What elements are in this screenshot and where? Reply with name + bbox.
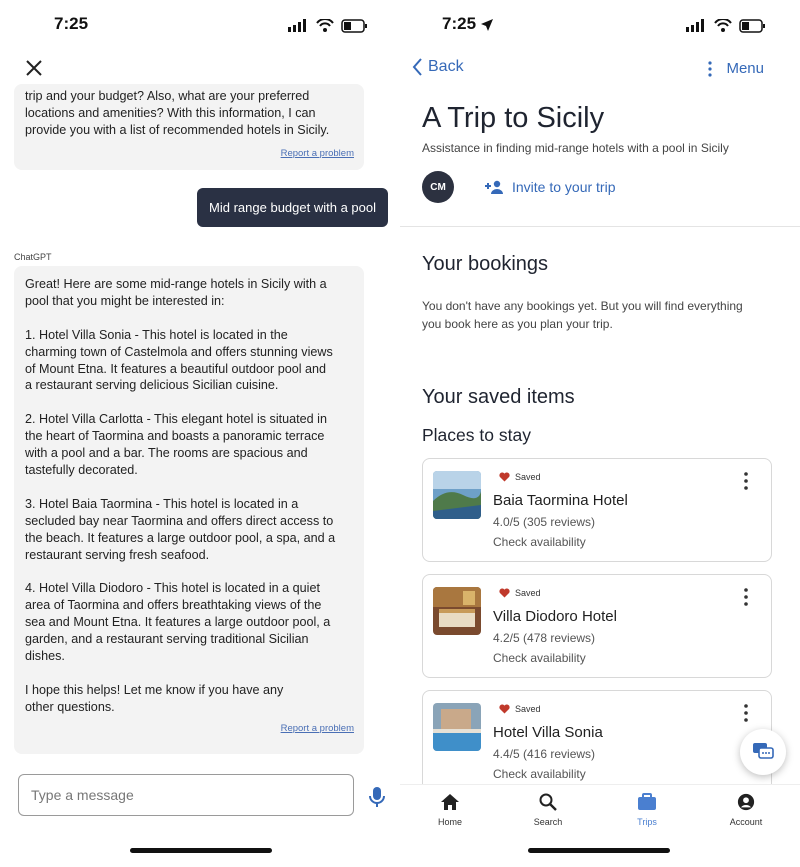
status-time: 7:25	[442, 14, 477, 33]
hotel-photo	[433, 471, 481, 519]
saved-badge[interactable]	[499, 588, 541, 598]
reply-text: Great! Here are some mid-range hotels in Sicily with a pool that you might be interested in: 1. Hotel Villa Sonia - This hotel is located in the charming town of Castelmola and offers stunning views of Mount Etna. It features a beautiful outdoor pool and a restaurant serving delicious Sicilian cuisine. 2. Hotel Villa Carlotta - This elegant hotel is situated in the heart of Taormina and boasts a panoramic terrace with a pool and a bar. The rooms are spacious and tastefully decorated. 3. Hotel Baia Taormina - This hotel is located in a secluded bay near Taormina and offers direct access to the beach. It features a large outdoor pool, a spa, and a restaurant serving fresh seafood. 4. Hotel Villa Diodoro - This hotel is located in a quiet area of Taormina and offers breathtaking views of the sea and Mount Etna. It features a large outdoor pool, a garden, and a restaurant serving traditional Sicilian dishes. I hope this helps! Let me know if you have any other questions.	[25, 277, 336, 714]
page-title: A Trip to Sicily	[422, 102, 605, 134]
places-heading: Places to stay	[422, 425, 531, 445]
hotel-card[interactable]	[422, 574, 772, 678]
briefcase-icon	[637, 793, 657, 811]
user-message: Mid range budget with a pool	[197, 188, 388, 227]
hotel-name: Baia Taormina Hotel	[493, 492, 628, 509]
saved-items-heading: Your saved items	[422, 386, 575, 408]
bookings-empty-text: You don't have any bookings yet. But you will find everything you book here as you plan your trip.	[422, 299, 743, 331]
menu-label: Menu	[726, 60, 764, 77]
hotel-rating: 4.4/5 (416 reviews)	[493, 747, 596, 761]
saved-label: Saved	[515, 588, 541, 598]
menu-button[interactable]	[708, 60, 764, 77]
avatar[interactable]: CM	[422, 171, 454, 203]
check-availability-link[interactable]: Check availability	[493, 651, 586, 665]
saved-badge[interactable]	[499, 704, 541, 714]
hotel-photo	[433, 587, 481, 635]
hotel-name: Hotel Villa Sonia	[493, 724, 603, 741]
hotel-card[interactable]	[422, 458, 772, 562]
more-vertical-icon[interactable]	[743, 471, 749, 491]
more-vertical-icon	[708, 61, 712, 77]
check-availability-link[interactable]: Check availability	[493, 767, 586, 781]
add-person-icon	[484, 180, 504, 194]
status-icons	[686, 19, 768, 33]
home-indicator	[130, 848, 272, 853]
chevron-left-icon	[412, 58, 422, 76]
home-icon	[440, 793, 460, 811]
divider	[400, 226, 800, 227]
more-vertical-icon[interactable]	[743, 703, 749, 723]
previous-message-text: trip and your budget? Also, what are your preferred locations and amenities? With this information, I can provide you with a list of recommended hotels in Sicily.	[25, 89, 330, 137]
hotel-photo	[433, 703, 481, 751]
location-arrow-icon	[480, 18, 494, 32]
status-time: 7:25	[54, 14, 89, 33]
more-vertical-icon[interactable]	[743, 587, 749, 607]
sender-label: ChatGPT	[14, 252, 52, 262]
bookings-heading: Your bookings	[422, 253, 549, 275]
message-input[interactable]	[18, 774, 354, 816]
tab-label: Search	[533, 817, 563, 827]
invite-button[interactable]	[484, 179, 616, 195]
hotel-rating: 4.0/5 (305 reviews)	[493, 515, 596, 529]
hotel-name: Villa Diodoro Hotel	[493, 608, 617, 625]
back-button[interactable]	[412, 58, 464, 76]
account-icon	[736, 793, 756, 811]
status-icons	[288, 19, 370, 33]
saved-badge[interactable]	[499, 472, 541, 482]
heart-icon	[499, 472, 510, 482]
saved-label: Saved	[515, 704, 541, 714]
bottom-tab-bar	[400, 784, 800, 867]
message-placeholder: Type a message	[31, 787, 134, 803]
check-availability-link[interactable]: Check availability	[493, 535, 586, 549]
report-problem-link[interactable]: Report a problem	[280, 148, 354, 159]
saved-label: Saved	[515, 472, 541, 482]
assistant-reply	[14, 266, 364, 754]
report-problem-link[interactable]: Report a problem	[280, 723, 354, 734]
page-subtitle: Assistance in finding mid-range hotels with a pool in Sicily	[422, 141, 729, 155]
tab-account[interactable]	[706, 793, 786, 827]
search-icon	[538, 793, 558, 811]
chat-assistant-button[interactable]	[740, 729, 786, 775]
tab-trips[interactable]	[607, 793, 687, 827]
chat-icon	[752, 742, 774, 762]
tab-label: Home	[437, 817, 462, 827]
trips-screen	[400, 0, 800, 867]
back-label: Back	[428, 58, 464, 75]
tab-label: Account	[729, 817, 763, 827]
invite-label: Invite to your trip	[512, 179, 616, 195]
tab-search[interactable]	[508, 793, 588, 827]
heart-icon	[499, 704, 510, 714]
previous-assistant-message	[14, 84, 364, 170]
hotel-rating: 4.2/5 (478 reviews)	[493, 631, 596, 645]
tab-label: Trips	[637, 817, 657, 827]
microphone-icon[interactable]	[369, 786, 385, 808]
home-indicator	[528, 848, 670, 853]
tab-home[interactable]	[410, 793, 490, 827]
heart-icon	[499, 588, 510, 598]
hotel-card[interactable]	[422, 690, 772, 794]
close-icon[interactable]	[24, 58, 44, 78]
